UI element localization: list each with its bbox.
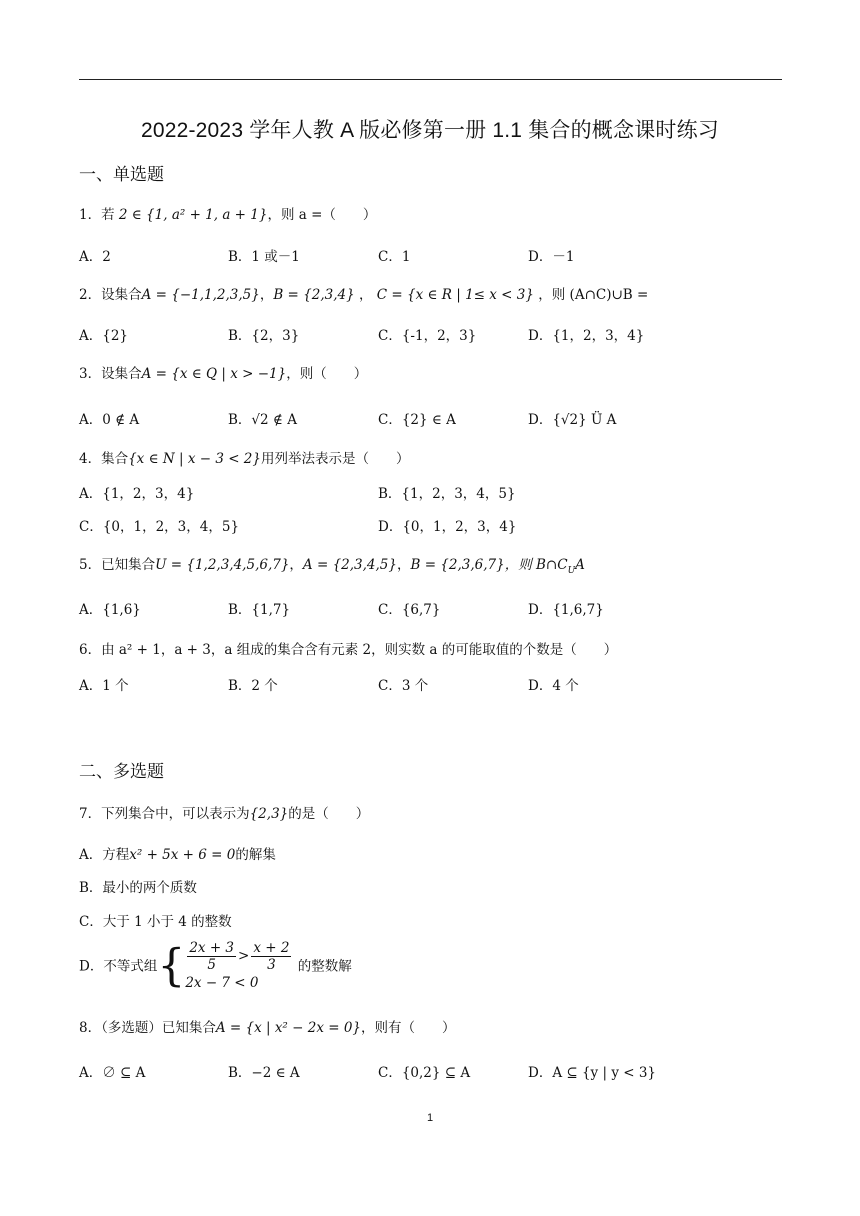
question-number: 8． <box>79 1020 102 1036</box>
section-heading-multiple-choice: 二、多选题 <box>79 762 164 782</box>
q7-option-c: C．大于 1 小于 4 的整数 <box>79 914 232 930</box>
question-8: 8．（多选题）已知集合A = {x | x² − 2x = 0}，则有（ ） <box>79 1020 456 1036</box>
q8-option-b: B．−2 ∈ A <box>228 1065 300 1081</box>
q3-option-a: A．0 ∉ A <box>79 412 140 428</box>
q2-option-b: B．{2，3} <box>228 328 300 344</box>
header-rule <box>79 79 782 80</box>
q7-option-d: D．不等式组{ $\frac{2x + 3}{5}$ > $\frac{x + 2}{3}$ 2x − 7 < 0 的整数解 <box>79 940 352 992</box>
q4-option-a: A．{1，2，3，4} <box>79 486 195 502</box>
question-number: 4． <box>79 451 102 467</box>
page-number: 1 <box>426 1112 434 1124</box>
math-expression: C = {x ∈ R | 1≤ x < 3} <box>376 287 534 303</box>
question-number: 6． <box>79 642 102 658</box>
math-expression: B = {2,3,4} <box>273 287 355 303</box>
math-expression: A = {x | x² − 2x = 0} <box>215 1020 362 1036</box>
q6-option-b: B．2 个 <box>228 678 278 694</box>
q1-option-c: C．1 <box>378 249 411 265</box>
math-expression: B = {2,3,6,7} <box>410 557 505 573</box>
q5-option-b: B．{1,7} <box>228 602 291 618</box>
question-5: 5．已知集合U = {1,2,3,4,5,6,7}，A = {2,3,4,5}，B = {2,3,6,7}，则 $B\cap C_UA$ <box>79 557 585 576</box>
q7-option-a: A．方程x² + 5x + 6 = 0的解集 <box>79 847 276 863</box>
q7-option-b: B．最小的两个质数 <box>79 880 197 896</box>
q8-option-a: A．∅ ⊆ A <box>79 1065 146 1081</box>
question-2: 2．设集合A = {−1,1,2,3,5}，B = {2,3,4} ， C = {x ∈ R | 1≤ x < 3} ，则 (A∩C)∪B = <box>79 287 649 303</box>
q8-option-d: D．A ⊆ {y | y < 3} <box>528 1065 657 1081</box>
q8-option-c: C．{0,2} ⊆ A <box>378 1065 471 1081</box>
question-4: 4．集合{x ∈ N | x − 3 < 2}用列举法表示是（ ） <box>79 451 410 467</box>
question-3: 3．设集合A = {x ∈ Q | x > −1}，则（ ） <box>79 366 368 382</box>
question-6: 6．由 a² + 1，a + 3，a 组成的集合含有元素 2，则实数 a 的可能取值的个数是（ ） <box>79 642 618 658</box>
q4-option-c: C．{0，1，2，3，4，5} <box>79 519 240 535</box>
q6-option-a: A．1 个 <box>79 678 129 694</box>
q1-option-d: D．－1 <box>528 249 575 265</box>
q4-option-b: B．{1，2，3，4，5} <box>378 486 516 502</box>
q2-option-c: C．{-1，2，3} <box>378 328 477 344</box>
q4-option-d: D．{0，1，2，3，4} <box>378 519 517 535</box>
q2-option-a: A．{2} <box>79 328 129 344</box>
q5-option-d: D．{1,6,7} <box>528 602 604 618</box>
q6-option-d: D．4 个 <box>528 678 579 694</box>
q5-option-c: C．{6,7} <box>378 602 441 618</box>
brace-symbol: { <box>157 940 186 992</box>
question-7: 7．下列集合中，可以表示为{2,3}的是（ ） <box>79 806 370 822</box>
math-expression: {2,3} <box>249 806 289 822</box>
question-number: 5． <box>79 557 102 573</box>
math-expression: x² + 5x + 6 = 0 <box>129 847 236 863</box>
q1-option-b: B．1 或－1 <box>228 249 300 265</box>
page-title: 2022-2023 学年人教 A 版必修第一册 1.1 集合的概念课时练习 <box>140 119 720 142</box>
math-expression: {x ∈ N | x − 3 < 2} <box>128 451 261 467</box>
question-number: 2． <box>79 287 102 303</box>
question-number: 3． <box>79 366 102 382</box>
math-expression: U = {1,2,3,4,5,6,7} <box>155 557 290 573</box>
question-number: 1． <box>79 207 102 223</box>
question-number: 7． <box>79 806 102 822</box>
q3-option-c: C．{2} ∈ A <box>378 412 456 428</box>
inequality-system: $\frac{2x + 3}{5}$ > $\frac{x + 2}{3}$ 2x − 7 < 0 <box>185 940 290 991</box>
math-expression: A = {x ∈ Q | x > −1} <box>141 366 287 382</box>
q1-option-a: A．2 <box>79 249 111 265</box>
section-heading-single-choice: 一、单选题 <box>79 165 164 185</box>
math-expression: A = {−1,1,2,3,5} <box>141 287 260 303</box>
q5-option-a: A．{1,6} <box>79 602 141 618</box>
q6-option-c: C．3 个 <box>378 678 429 694</box>
math-expression: A = {2,3,4,5} <box>302 557 397 573</box>
math-expression: 2 ∈ {1, a² + 1, a + 1} <box>118 207 268 223</box>
question-1: 1．若 2 ∈ {1, a² + 1, a + 1}，则 a =（ ） <box>79 207 377 223</box>
q2-option-d: D．{1，2，3，4} <box>528 328 645 344</box>
q3-option-d: D．{√2} Ü A <box>528 412 617 428</box>
q3-option-b: B．√2 ∉ A <box>228 412 297 428</box>
